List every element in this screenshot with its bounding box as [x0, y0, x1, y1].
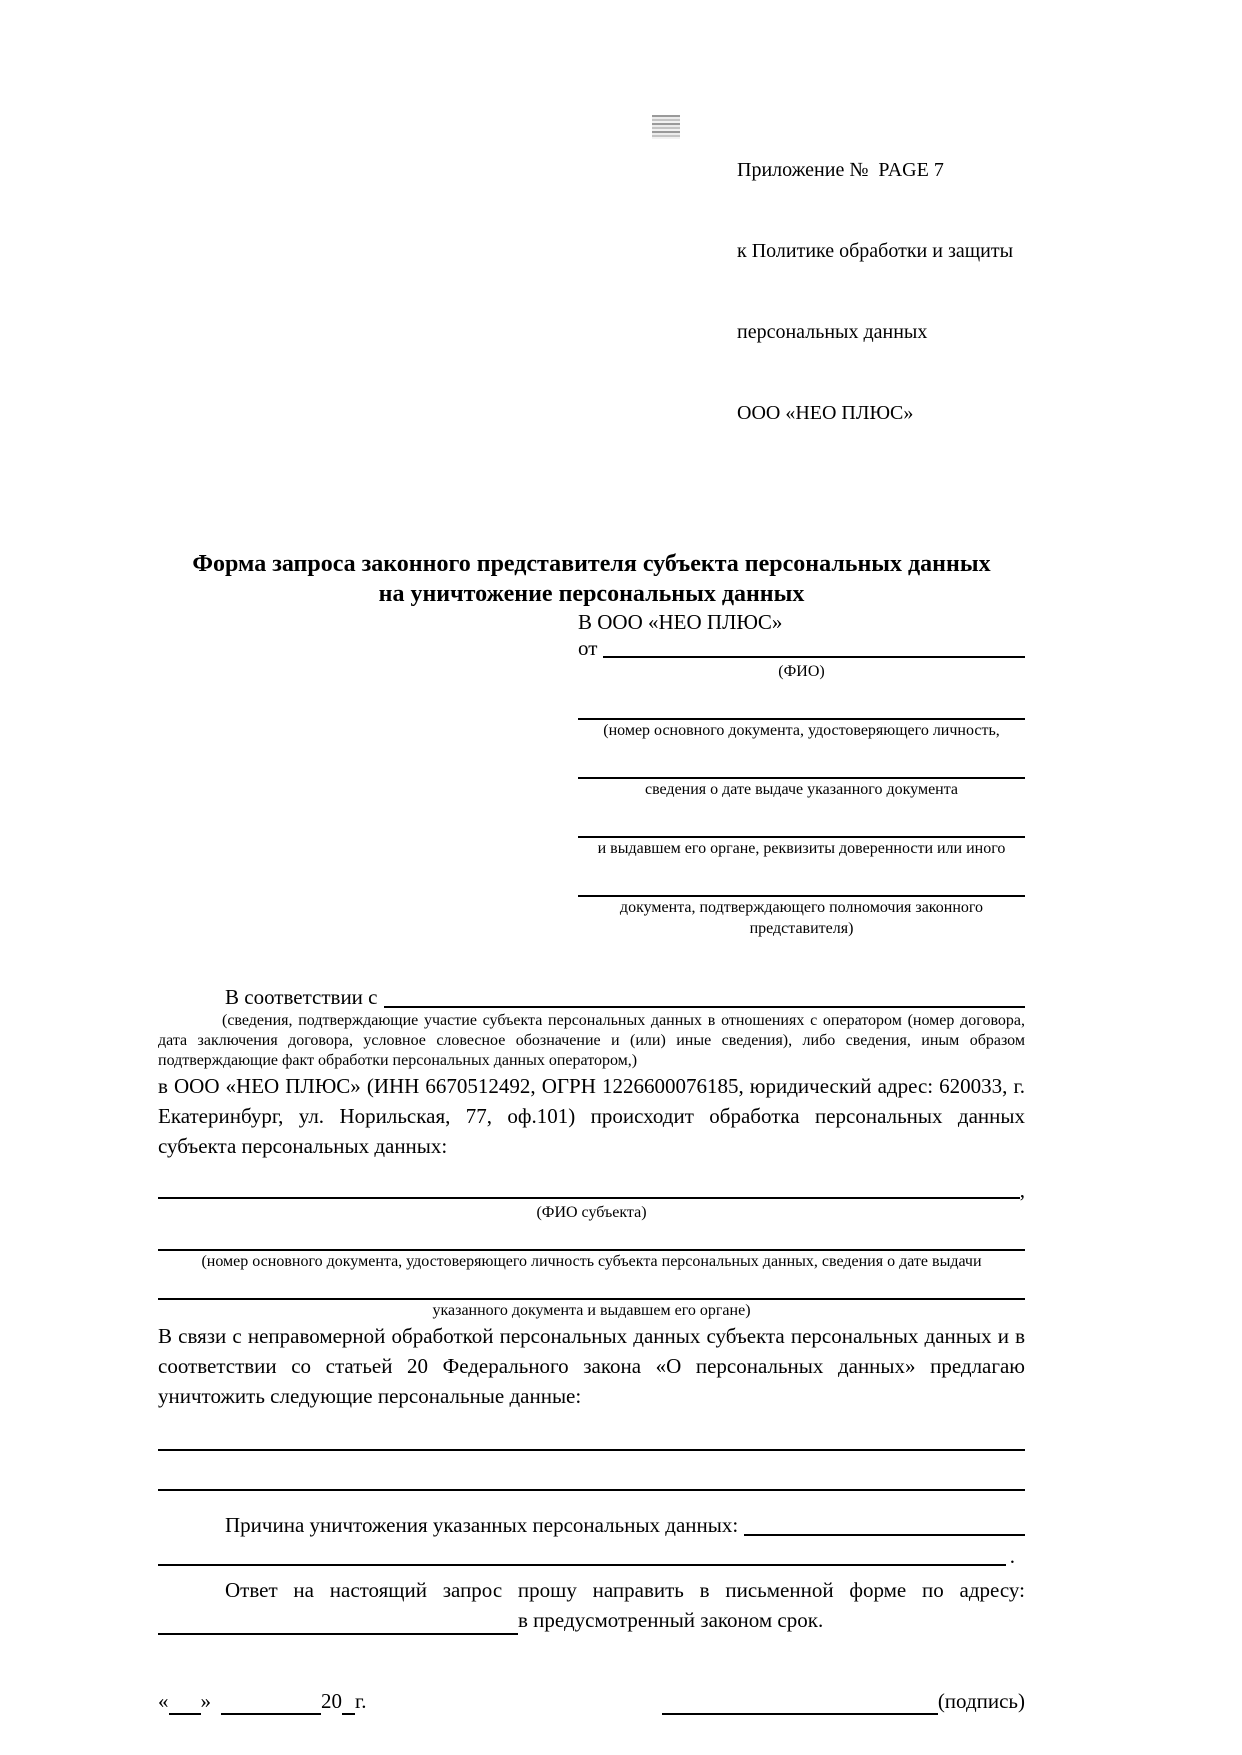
embedded-object-icon — [652, 115, 680, 139]
accordance-note: (сведения, подтверждающие участие субъекта персональных данных в отношениях с оператором (номер договора, дата заключения договора, условное словесное обозначение и (или) иные сведения), либо сведения, иным образом подтверждающие факт обработки персональных данных оператором,) — [158, 1012, 1025, 1069]
title-line-1: Форма запроса законного представителя субъекта персональных данных — [192, 551, 991, 577]
caption-document-number: (номер основного документа, удостоверяющего личность, — [603, 722, 1000, 739]
reason-period: . — [1009, 1544, 1015, 1568]
header — [158, 103, 1025, 481]
date-year-prefix: 20 — [321, 1689, 342, 1713]
signature-fill-line — [662, 1695, 938, 1715]
date-year-suffix: г. — [355, 1689, 367, 1713]
reply-line2-text: в предусмотренный законом срок. — [518, 1608, 824, 1632]
addressee-block — [578, 609, 1025, 939]
title-line-2: на уничтожение персональных данных — [378, 581, 805, 607]
destroy-data-fill-line-1 — [158, 1447, 1025, 1451]
reply-address-fill-line — [158, 1611, 518, 1635]
destroy-data-fill-line-2 — [158, 1487, 1025, 1491]
reason-row — [158, 1511, 1025, 1539]
header-line-company: ООО «НЕО ПЛЮС» — [737, 402, 914, 424]
subject-fio-comma: , — [1019, 1178, 1025, 1202]
caption-fio: (ФИО) — [778, 663, 825, 680]
footer-row — [158, 1687, 1025, 1715]
document-title — [158, 549, 1025, 609]
accordance-fill-line — [384, 986, 1026, 1008]
from-label: от — [578, 636, 598, 660]
header-line-personal-data: персональных данных — [737, 321, 928, 343]
reason-continuation-row — [158, 1543, 1025, 1569]
reason-fill-line — [744, 1514, 1025, 1536]
header-line-policy: к Политике обработки и защиты — [737, 240, 1014, 262]
reply-paragraph-line1: Ответ на настоящий запрос прошу направить в письменной форме по адресу: — [225, 1578, 1025, 1602]
operator-paragraph: в ООО «НЕО ПЛЮС» (ИНН 6670512492, ОГРН 1226600076185, юридический адрес: 620033, г. Екатеринбург, ул. Норильская, 77, оф.101) происходит обработка персональных данных субъекта персональных данных: — [158, 1074, 1025, 1158]
from-row — [578, 636, 1025, 661]
caption-subject-authority: указанного документа и выдавшем его органе) — [432, 1302, 751, 1319]
destroy-paragraph: В связи с неправомерной обработкой персональных данных субъекта персональных данных и в соответствии со статьей 20 Федерального закона «О персональных данных» предлагаю уничтожить следующие персональные данные: — [158, 1324, 1025, 1408]
caption-issue-date: сведения о дате выдаче указанного документа — [644, 781, 959, 798]
header-line-appendix: Приложение № PAGE 7 — [737, 159, 944, 181]
date-close-quote: » — [200, 1689, 211, 1713]
subject-fio-fill-line — [158, 1177, 1020, 1199]
caption-subject-document: (номер основного документа, удостоверяющего личность субъекта персональных данных, сведения о дате выдачи — [201, 1253, 982, 1270]
reply-paragraph-line2 — [158, 1605, 1025, 1635]
accordance-row — [158, 983, 1025, 1011]
date-year-fill-line — [342, 1695, 355, 1715]
signature-group — [662, 1687, 1025, 1715]
accordance-label: В соответствии с — [225, 985, 378, 1009]
caption-subject-fio: (ФИО субъекта) — [536, 1204, 647, 1221]
subject-fio-row — [158, 1177, 1025, 1202]
caption-issuing-authority: и выдавшем его органе, реквизиты доверенности или иного — [597, 840, 1006, 857]
reason-label: Причина уничтожения указанных персональных данных: — [225, 1513, 739, 1537]
header-appendix-block — [737, 103, 1025, 481]
addressee-to: В ООО «НЕО ПЛЮС» — [578, 610, 783, 634]
date-day-fill-line — [169, 1695, 201, 1715]
caption-authority-document: документа, подтверждающего полномочия законного представителя) — [619, 899, 984, 937]
reason-fill-line-2 — [158, 1544, 1006, 1566]
signature-caption: (подпись) — [937, 1689, 1025, 1713]
date-open-quote: « — [158, 1689, 169, 1713]
date-month-fill-line — [221, 1695, 321, 1715]
from-fill-line — [603, 636, 1025, 658]
date-group — [158, 1687, 367, 1715]
